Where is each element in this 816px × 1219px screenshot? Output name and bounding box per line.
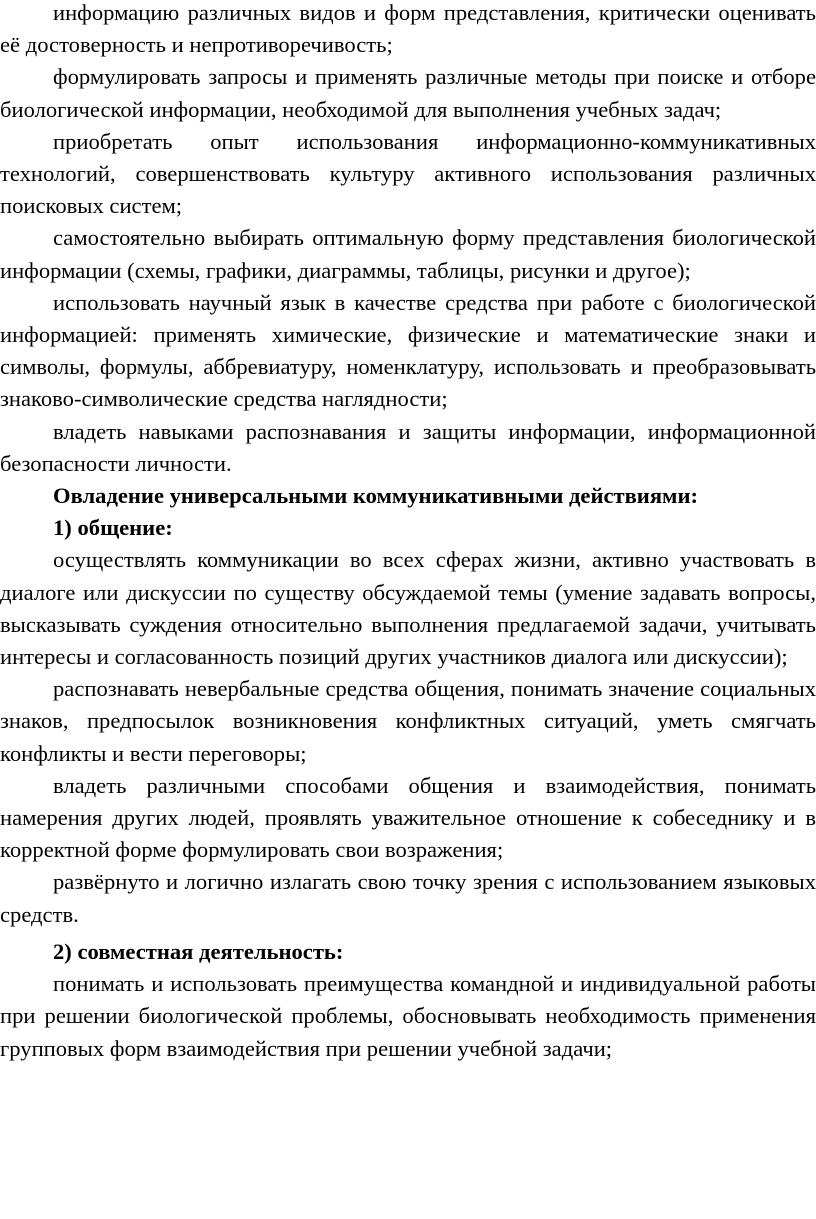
paragraph: владеть навыками распознавания и защиты информации, информационной безопасности личности. — [0, 418, 816, 476]
paragraph: владеть различными способами общения и взаимодействия, понимать намерения других людей, проявлять уважительное отношение к собеседнику и в корректной форме формулировать свои возражения; — [0, 772, 816, 863]
subheading-joint-activity: 2) совместная деятельность: — [53, 938, 344, 964]
paragraph: распознавать невербальные средства общения, понимать значение социальных знаков, предпосылок возникновения конфликтных ситуаций, уметь смягчать конфликты и вести переговоры; — [0, 676, 816, 766]
paragraph: формулировать запросы и применять различные методы при поиске и отборе биологической информации, необходимой для выполнения учебных задач; — [0, 64, 816, 122]
subheading-communication: 1) общение: — [53, 515, 173, 541]
section-heading: Овладение универсальными коммуникативными действиями: — [53, 483, 698, 509]
paragraph: информацию различных видов и форм представления, критически оценивать её достоверность и непротиворечивость; — [0, 0, 816, 58]
paragraph: развёрнуто и логично излагать свою точку зрения с использованием языковых средств. — [0, 869, 816, 927]
paragraph: приобретать опыт использования информационно-коммуникативных технологий, совершенствовать культуру активного использования различных поисковых систем; — [0, 128, 816, 219]
paragraph: самостоятельно выбирать оптимальную форму представления биологической информации (схемы, графики, диаграммы, таблицы, рисунки и другое); — [0, 225, 816, 283]
paragraph: понимать и использовать преимущества командной и индивидуальной работы при решении биологической проблемы, обосновывать необходимость применения групповых форм взаимодействия при решении учебной задачи; — [0, 971, 816, 1061]
paragraph: использовать научный язык в качестве средства при работе с биологической информацией: применять химические, физические и математические знаки и символы, формулы, аббревиатуру, номенклатуру, использовать и преобразовывать знаково-символические средства наглядности; — [0, 289, 816, 412]
paragraph: осуществлять коммуникации во всех сферах жизни, активно участвовать в диалоге или дискуссии по существу обсуждаемой темы (умение задавать вопросы, высказывать суждения относительно выполнения предлагаемой задачи, учитывать интересы и согласованность позиций других участников диалога или дискуссии); — [0, 547, 816, 670]
